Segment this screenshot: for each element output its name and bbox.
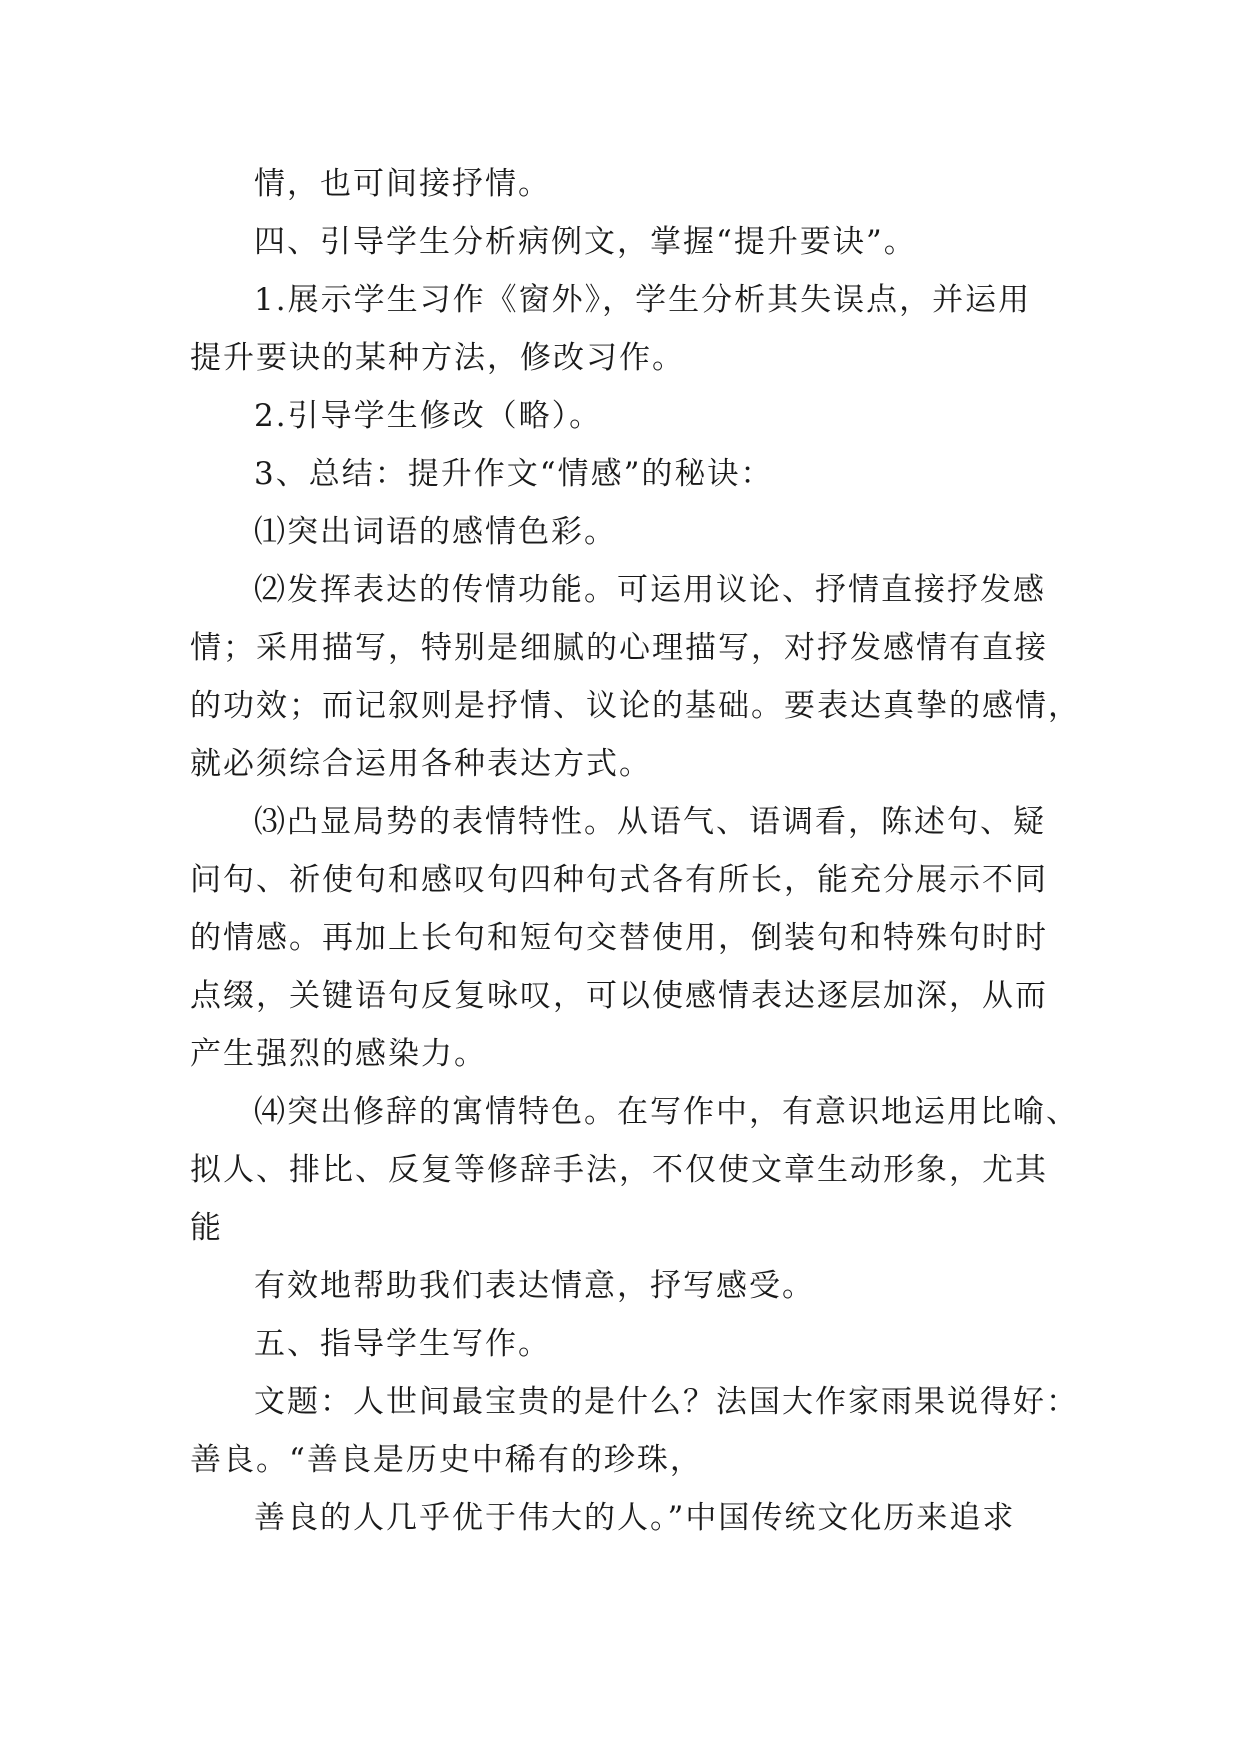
text-line: 有效地帮助我们表达情意，抒写感受。	[254, 1268, 815, 1304]
text-line: 3、总结：提升作文“情感”的秘诀：	[254, 456, 774, 492]
text-line: 1.展示学生习作《窗外》，学生分析其失误点，并运用	[254, 282, 1032, 318]
text-line: 善良的人几乎优于伟大的人。”中国传统文化历来追求	[254, 1500, 1016, 1536]
document-body	[190, 155, 1081, 1547]
text-line: 能	[190, 1210, 223, 1246]
text-line: 情；采用描写，特别是细腻的心理描写，对抒发感情有直接	[190, 630, 1048, 666]
text-line: 就必须综合运用各种表达方式。	[190, 746, 652, 782]
text-line: 文题：人世间最宝贵的是什么？法国大作家雨果说得好：	[254, 1384, 1079, 1420]
list-item: ⑴突出词语的感情色彩。	[254, 514, 617, 550]
text-line: 的功效；而记叙则是抒情、议论的基础。要表达真挚的感情，	[190, 688, 1081, 724]
section-heading-5: 五、指导学生写作。	[254, 1326, 551, 1362]
text-line: 情，也可间接抒情。	[254, 166, 551, 202]
text-line: 问句、祈使句和感叹句四种句式各有所长，能充分展示不同	[190, 862, 1048, 898]
text-line: 提升要诀的某种方法，修改习作。	[190, 340, 685, 376]
text-line: 2.引导学生修改（略）。	[254, 398, 603, 434]
text-line: 善良。“善良是历史中稀有的珍珠，	[190, 1442, 703, 1478]
text-line: 产生强烈的感染力。	[190, 1036, 487, 1072]
list-item: ⑵发挥表达的传情功能。可运用议论、抒情直接抒发感	[254, 572, 1046, 608]
section-heading-4: 四、引导学生分析病例文，掌握“提升要诀”。	[254, 224, 917, 260]
text-line: 的情感。再加上长句和短句交替使用，倒装句和特殊句时时	[190, 920, 1048, 956]
list-item: ⑷突出修辞的寓情特色。在写作中，有意识地运用比喻、	[254, 1094, 1079, 1130]
text-line: 拟人、排比、反复等修辞手法，不仅使文章生动形象，尤其	[190, 1152, 1048, 1188]
list-item: ⑶凸显局势的表情特性。从语气、语调看，陈述句、疑	[254, 804, 1046, 840]
text-line: 点缀，关键语句反复咏叹，可以使感情表达逐层加深，从而	[190, 978, 1048, 1014]
